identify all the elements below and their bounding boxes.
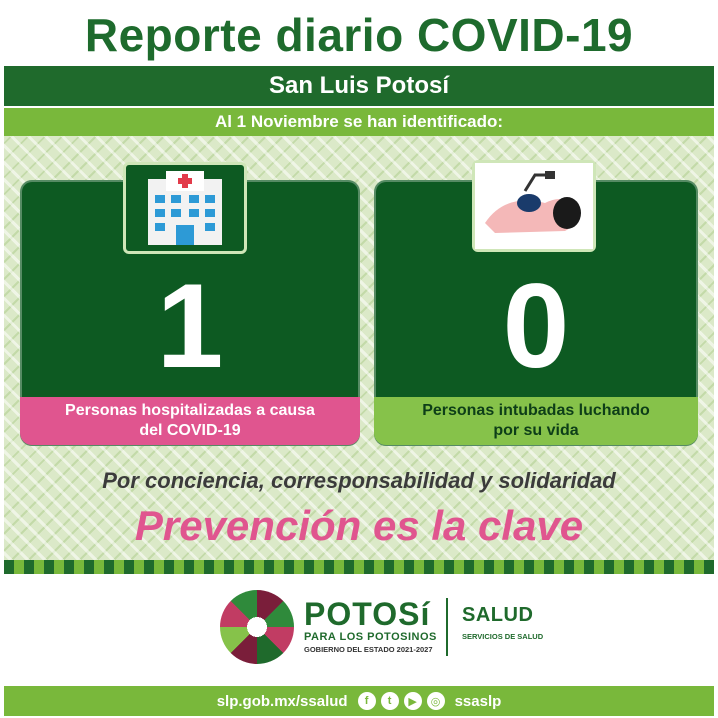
brand-name: POTOSí	[304, 596, 431, 632]
hospitalized-label-line2: del COVID-19	[139, 422, 241, 439]
footer-bar	[4, 686, 714, 716]
intubated-patient-icon	[472, 160, 596, 252]
social-icons	[358, 692, 445, 710]
intubated-count: 0	[502, 259, 570, 393]
intubated-label-line1: Personas intubadas luchando	[422, 402, 650, 419]
footer-url[interactable]: slp.gob.mx/ssalud	[216, 692, 348, 710]
salud-subtitle: SERVICIOS DE SALUD	[462, 632, 544, 641]
salud-logo: SALUD	[462, 604, 534, 626]
date-banner: Al 1 Noviembre se han identificado:	[4, 108, 714, 136]
city-banner: San Luis Potosí	[4, 66, 714, 106]
potosi-emblem-icon	[220, 590, 294, 664]
report-title: Reporte diario COVID-19	[84, 9, 634, 61]
footer-handle[interactable]: ssaslp	[454, 692, 502, 710]
government-logos	[220, 590, 560, 670]
motto-text: Por conciencia, corresponsabilidad y solidaridad	[102, 468, 616, 493]
intubated-label-line2: por su vida	[493, 422, 579, 439]
slogan-text: Prevención es la clave	[134, 502, 584, 549]
brand-subtitle: PARA LOS POTOSINOS	[304, 631, 437, 643]
instagram-icon[interactable]: ◎	[427, 692, 445, 710]
hospital-icon	[123, 162, 247, 254]
hospitalized-count: 1	[156, 259, 224, 393]
decorative-stripe	[4, 560, 714, 574]
facebook-icon[interactable]: f	[358, 692, 376, 710]
twitter-icon[interactable]: t	[381, 692, 399, 710]
hospitalized-label-line1: Personas hospitalizadas a causa	[65, 402, 315, 419]
youtube-icon[interactable]: ▶	[404, 692, 422, 710]
hospitalized-label	[20, 397, 360, 445]
intubated-label	[374, 397, 698, 445]
brand-government-line: GOBIERNO DEL ESTADO 2021-2027	[304, 645, 433, 654]
logo-divider	[446, 598, 448, 656]
